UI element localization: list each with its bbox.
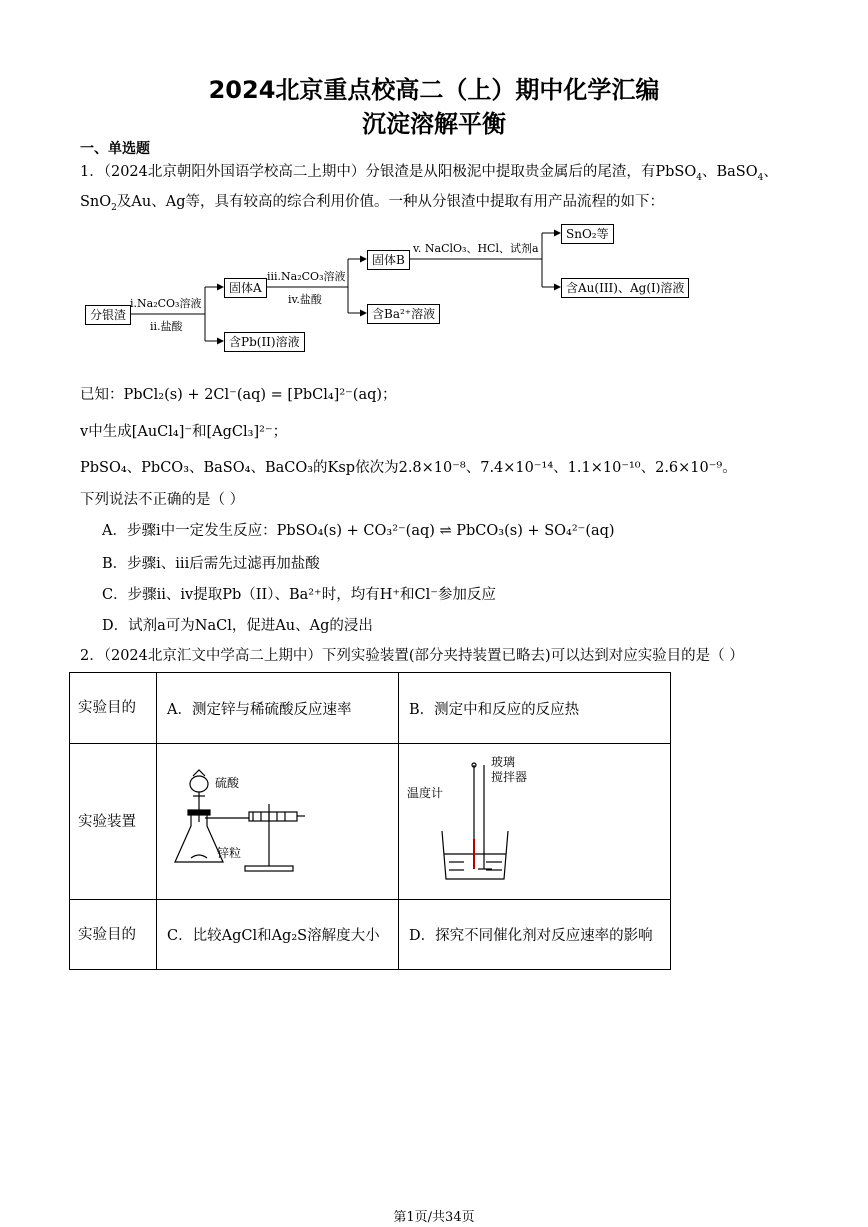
- flow-au-ag-box: 含Au(III)、Ag(I)溶液: [561, 278, 689, 298]
- flow-solid-b-box: 固体B: [367, 250, 410, 270]
- label-stirrer: 搅拌器: [491, 770, 528, 784]
- flow-step-i: i.Na₂CO₃溶液: [130, 297, 202, 310]
- flow-ba-solution-box: 含Ba²⁺溶液: [367, 304, 440, 324]
- q1-known2: v中生成[AuCl₄]⁻和[AgCl₃]²⁻；: [80, 424, 288, 440]
- q1-known3: PbSO₄、PbCO₃、BaSO₄、BaCO₃的Ksp依次为2.8×10⁻⁸、7.4×10⁻¹⁴、1.1×10⁻¹⁰、2.6×10⁻⁹。: [80, 460, 737, 476]
- q2-table: [69, 672, 671, 970]
- flow-step-iii: iii.Na₂CO₃溶液: [267, 270, 346, 283]
- table-row: [70, 900, 671, 970]
- q1-option-b: B．步骤i、iii后需先过滤再加盐酸: [102, 556, 320, 572]
- table-row: [70, 744, 671, 900]
- table-row: [70, 673, 671, 744]
- q1-option-c: C．步骤ii、iv提取Pb（II）、Ba²⁺时，均有H⁺和Cl⁻参加反应: [102, 587, 496, 603]
- q1-known1: 已知：PbCl₂(s) + 2Cl⁻(aq) = [PbCl₄]²⁻(aq)；: [80, 387, 397, 403]
- cell-d: D．探究不同催化剂对反应速率的影响: [399, 900, 671, 970]
- section-heading: 一、单选题: [80, 141, 150, 157]
- label-thermometer: 温度计: [407, 786, 444, 800]
- page-number: 第1页/共34页: [393, 1210, 475, 1225]
- page-title: 2024北京重点校高二（上）期中化学汇编: [208, 76, 660, 104]
- q1-option-a: A．步骤i中一定发生反应：PbSO₄(s) + CO₃²⁻(aq) ⇌ PbCO₃(s) + SO₄²⁻(aq): [102, 523, 615, 539]
- page-subtitle: 沉淀溶解平衡: [362, 110, 506, 138]
- q1-line1: 1．（2024北京朝阳外国语学校高二上期中）分银渣是从阳极泥中提取贵金属后的尾渣，有PbSO$_4$、BaSO$_4$、: [80, 164, 778, 183]
- flow-diagram: [80, 215, 720, 360]
- q2-stem: 2．（2024北京汇文中学高二上期中）下列实验装置(部分夹持装置已略去)可以达到对应实验目的是（ ）: [80, 648, 744, 664]
- label-glass: 玻璃: [491, 755, 516, 769]
- row1-label: 实验目的: [70, 673, 157, 744]
- label-sulfuric-acid: 硫酸: [215, 776, 240, 790]
- q1-stem: 下列说法不正确的是（ ）: [80, 492, 245, 508]
- flow-step-iv: iv.盐酸: [288, 293, 322, 306]
- q1-line2: SnO$_2$及Au、Ag等，具有较高的综合利用价值。一种从分银渣中提取有用产品流程的如下：: [80, 194, 664, 213]
- q1-option-d: D．试剂a可为NaCl，促进Au、Ag的浸出: [102, 618, 373, 634]
- row2-label: 实验装置: [70, 744, 157, 900]
- cell-a: A．测定锌与稀硫酸反应速率: [157, 673, 399, 744]
- cell-c: C．比较AgCl和Ag₂S溶解度大小: [157, 900, 399, 970]
- flow-step-v: v. NaClO₃、HCl、试剂a: [413, 242, 539, 255]
- cell-apparatus-a: [157, 744, 399, 900]
- cell-b: B．测定中和反应的反应热: [399, 673, 671, 744]
- flow-start-box: 分银渣: [85, 305, 131, 325]
- flow-solid-a-box: 固体A: [224, 278, 267, 298]
- flow-pb-solution-box: 含Pb(II)溶液: [224, 332, 305, 352]
- row3-label: 实验目的: [70, 900, 157, 970]
- label-zinc: 锌粒: [217, 846, 242, 860]
- flow-step-ii: ii.盐酸: [150, 320, 183, 333]
- flow-sno2-box: SnO₂等: [561, 224, 614, 244]
- cell-apparatus-b: [399, 744, 671, 900]
